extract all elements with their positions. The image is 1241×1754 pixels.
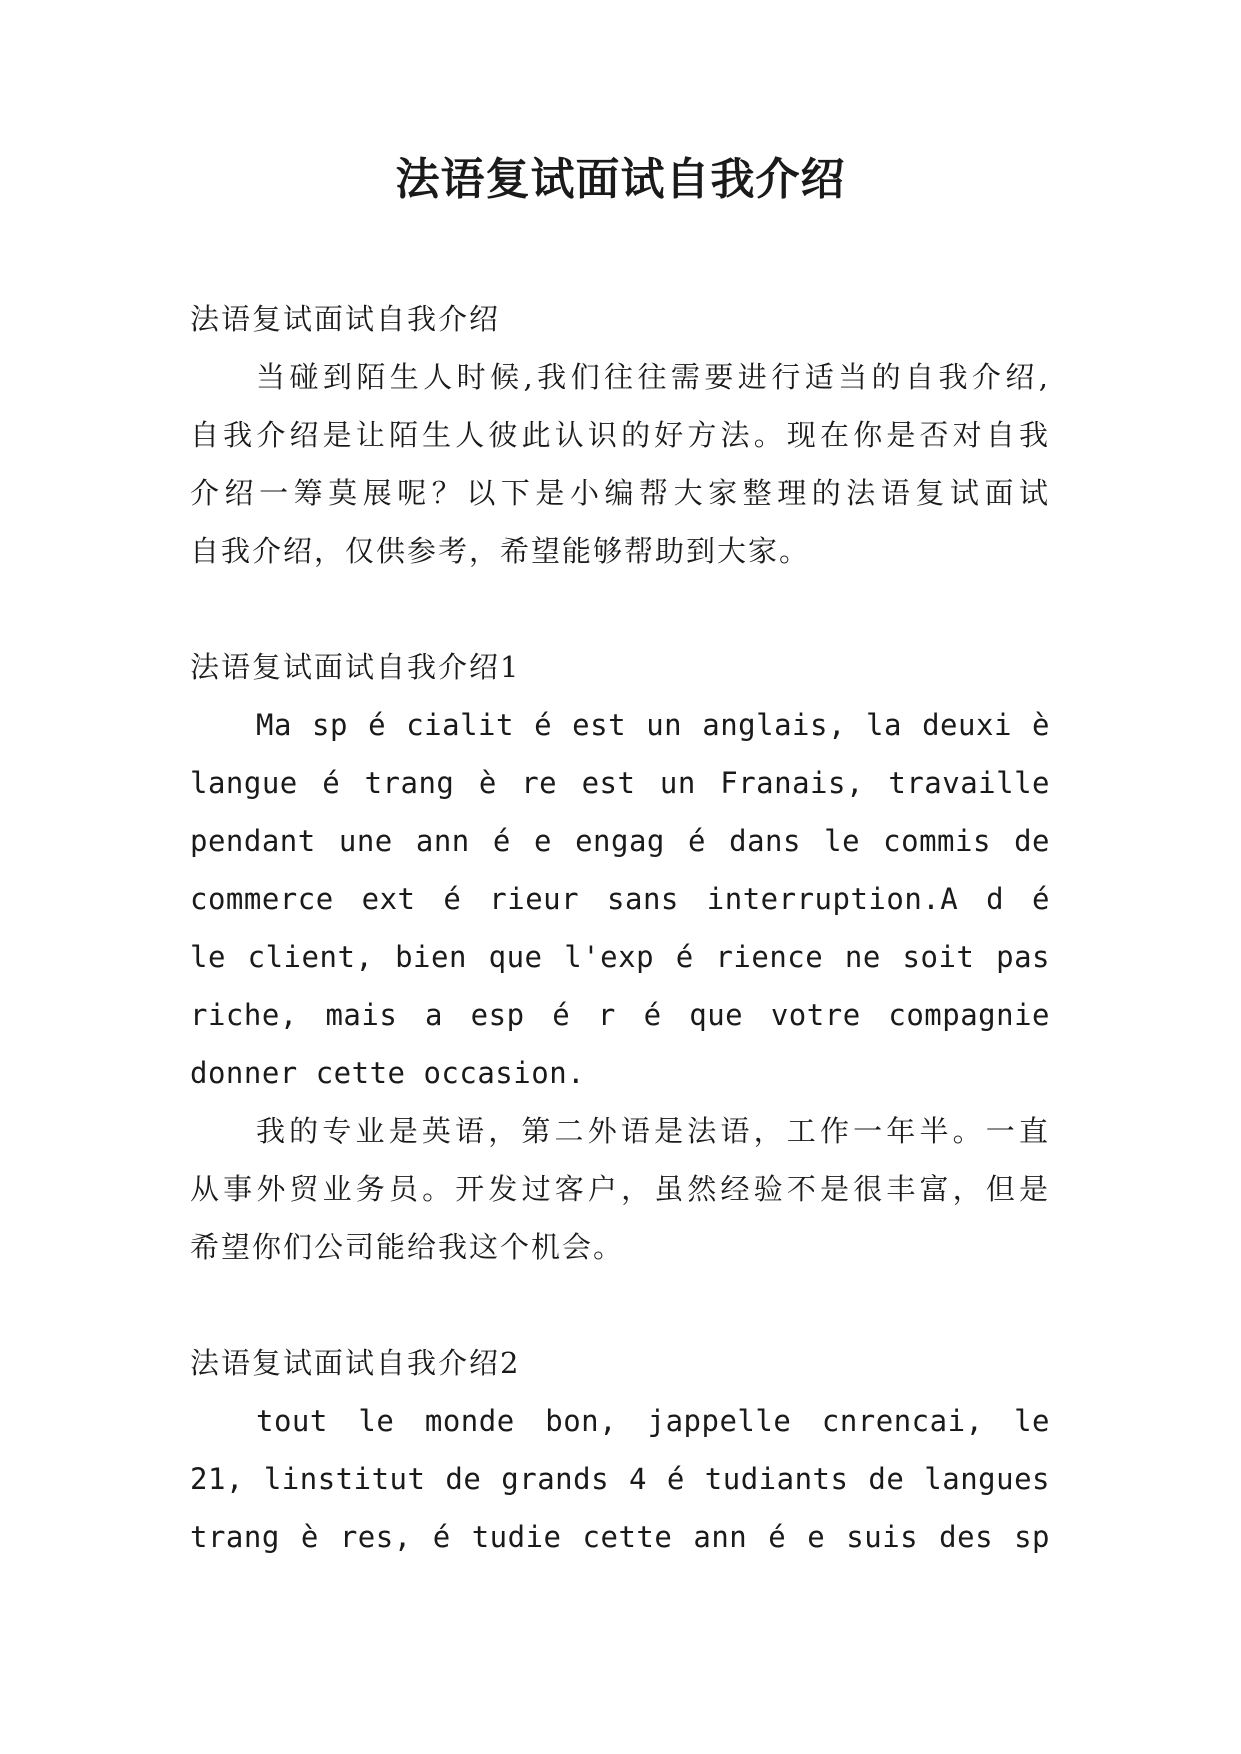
- french-line: langue é trang è re est un Franais, travaille: [190, 766, 1050, 800]
- french-line: tout le monde bon, jappelle cnrencai, le: [256, 1404, 1050, 1438]
- section2-heading: 法语复试面试自我介绍2: [190, 1346, 521, 1380]
- french-line: Ma sp é cialit é est un anglais, la deuxi è: [256, 708, 1050, 742]
- french-line: trang è res, é tudie cette ann é e suis des sp: [190, 1520, 1050, 1554]
- paragraph-gap: [190, 580, 1050, 638]
- main-heading: 法语复试面试自我介绍: [190, 302, 501, 336]
- intro-line: 自我介绍是让陌生人彼此认识的好方法。现在你是否对自我: [190, 418, 1050, 452]
- french-line: 21, linstitut de grands 4 é tudiants de langues: [190, 1462, 1050, 1496]
- chinese-line: 从事外贸业务员。开发过客户，虽然经验不是很丰富，但是: [190, 1172, 1050, 1206]
- chinese-line: 希望你们公司能给我这个机会。: [190, 1230, 625, 1264]
- chinese-line: 我的专业是英语，第二外语是法语，工作一年半。一直: [256, 1114, 1050, 1148]
- document-title: 法语复试面试自我介绍: [395, 154, 846, 205]
- french-line: donner cette occasion.: [190, 1056, 586, 1090]
- intro-line: 介绍一筹莫展呢？以下是小编帮大家整理的法语复试面试: [190, 476, 1050, 510]
- french-line: le client, bien que l'exp é rience ne soit pas: [190, 940, 1050, 974]
- intro-line: 自我介绍，仅供参考，希望能够帮助到大家。: [190, 534, 811, 568]
- french-line: pendant une ann é e engag é dans le commis de: [190, 824, 1050, 858]
- document-body: [190, 290, 1050, 1566]
- section1-heading: 法语复试面试自我介绍1: [190, 650, 521, 684]
- paragraph-gap: [190, 1276, 1050, 1334]
- french-line: riche, mais a esp é r é que votre compagnie: [190, 998, 1050, 1032]
- french-line: commerce ext é rieur sans interruption.A d é: [190, 882, 1050, 916]
- intro-line: 当碰到陌生人时候,我们往往需要进行适当的自我介绍,: [256, 360, 1050, 394]
